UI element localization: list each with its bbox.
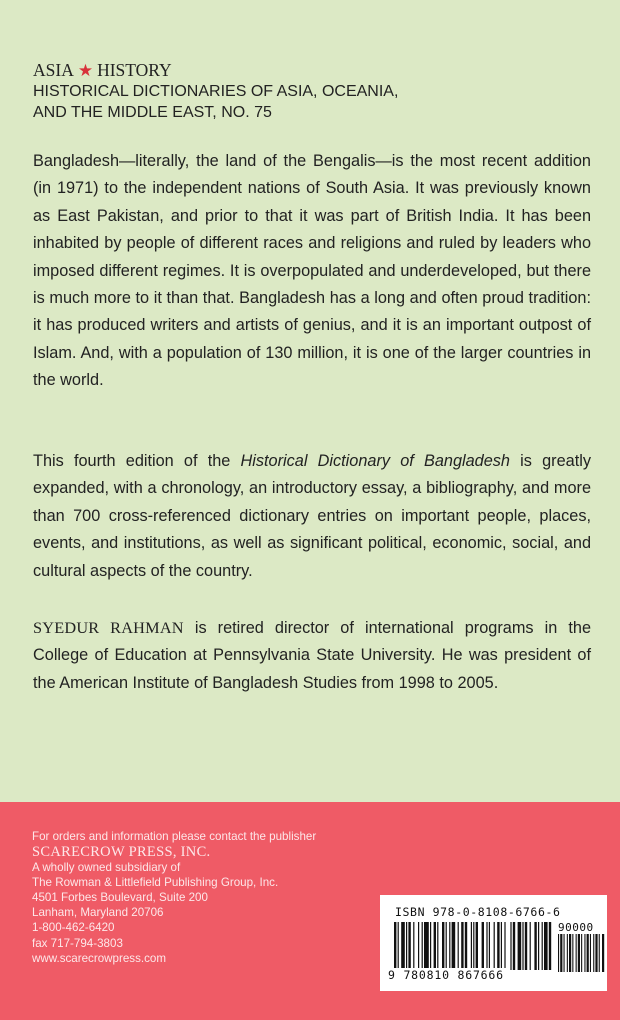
description-paragraph-2 xyxy=(33,448,591,585)
barcode-bar xyxy=(449,922,450,970)
book-title: Historical Dictionary of Bangladesh xyxy=(240,452,510,470)
series-label-history: HISTORY xyxy=(97,60,172,80)
address-line-2: Lanham, Maryland 20706 xyxy=(32,906,164,920)
barcode-bar xyxy=(549,922,551,970)
barcode-bar xyxy=(497,922,499,970)
barcode-bar xyxy=(542,922,543,970)
author-bio xyxy=(33,614,591,697)
star-icon: ★ xyxy=(77,61,94,80)
barcode-bar xyxy=(513,922,515,970)
author-name: SYEDUR RAHMAN xyxy=(33,618,184,637)
addon-barcode-bar xyxy=(595,934,597,972)
barcode-bar xyxy=(458,922,459,970)
barcode-bar xyxy=(473,922,474,970)
addon-barcode-bar xyxy=(560,934,562,972)
barcode-bar xyxy=(422,922,423,970)
addon-barcode-bar xyxy=(572,934,573,972)
barcode-bar xyxy=(504,922,505,970)
barcode-bar xyxy=(442,922,444,970)
barcode-bar xyxy=(394,922,396,970)
address-line-1: 4501 Forbes Boulevard, Suite 200 xyxy=(32,891,208,905)
series-title-line2: AND THE MIDDLE EAST, NO. 75 xyxy=(33,104,272,121)
barcode-bar xyxy=(476,922,478,970)
parent-company: The Rowman & Littlefield Publishing Group, Inc. xyxy=(32,876,279,890)
isbn-text: ISBN 978-0-8108-6766-6 xyxy=(395,905,561,919)
addon-barcode-bar xyxy=(587,934,589,972)
barcode-bar xyxy=(522,922,523,970)
barcode-bar xyxy=(461,922,463,970)
barcode-bar xyxy=(534,922,536,970)
contact-intro: For orders and information please contact the publisher xyxy=(32,830,317,843)
series-title-line1: HISTORICAL DICTIONARIES OF ASIA, OCEANIA, xyxy=(33,83,399,100)
addon-barcode-bar xyxy=(569,934,571,972)
barcode-bar xyxy=(452,922,456,970)
fax-number: fax 717-794-3803 xyxy=(32,936,123,950)
addon-barcode-bar xyxy=(558,934,559,972)
paragraph-2-body: is greatly expanded, with a chronology, an introductory essay, a bibliography, and more than 700 cross-referenced dictionary entries on important people, places, events, and institutions, as well as significant political, economic, social, and cultural aspects of the country. xyxy=(33,452,591,580)
barcode-bar xyxy=(530,922,531,970)
barcode-bar xyxy=(434,922,436,970)
barcode-bar xyxy=(413,922,414,970)
barcode-bar xyxy=(482,922,484,970)
series-label xyxy=(33,60,593,81)
addon-barcode-bar xyxy=(578,934,580,972)
addon-barcode-bar xyxy=(602,934,604,972)
barcode-bar xyxy=(398,922,399,970)
barcode-bar xyxy=(471,922,472,970)
author-bio-text: is retired director of international programs in the College of Education at Pennsylvania State University. He was president of the American Institute of Bangladesh Studies from 1998 to 2005. xyxy=(33,619,592,692)
phone-number: 1-800-462-6420 xyxy=(32,921,115,935)
series-label-asia: ASIA xyxy=(33,60,74,80)
addon-barcode-bar xyxy=(593,934,594,972)
barcode-bar xyxy=(437,922,438,970)
barcode-bar xyxy=(486,922,487,970)
description-paragraph-1: Bangladesh—literally, the land of the Bengalis—is the most recent addition (in 1971) to the independent nations of South Asia. It was previously known as East Pakistan, and prior to that it was part of British India. It has been inhabited by people of different races and religions and ruled by leaders who imposed different regimes. It is overpopulated and underdeveloped, but there is much more to it than that. Bangladesh has a long and often proud tradition: it has produced writers and artists of genius, and it is an important outpost of Islam. And, with a population of 130 million, it is one of the larger countries in the world. xyxy=(33,152,591,390)
price-code: 90000 xyxy=(558,921,594,934)
addon-barcode-bar xyxy=(576,934,577,972)
barcode-bar xyxy=(518,922,522,970)
barcode-bar xyxy=(446,922,447,970)
barcode-bar xyxy=(538,922,539,970)
website-link[interactable]: www.scarecrowpress.com xyxy=(32,951,167,965)
addon-barcode-bar xyxy=(581,934,582,972)
barcode-bar xyxy=(430,922,431,970)
addon-barcode-bar xyxy=(567,934,568,972)
barcode-bar xyxy=(406,922,407,970)
barcode-bar xyxy=(510,922,511,970)
addon-barcode-bar xyxy=(590,934,591,972)
barcode-bar xyxy=(408,922,410,970)
barcode-bar xyxy=(544,922,548,970)
barcode-bar xyxy=(494,922,495,970)
paragraph-2-intro: This fourth edition of the xyxy=(33,452,241,470)
publisher-name: SCARECROW PRESS, INC. xyxy=(32,844,211,861)
barcode-bar xyxy=(401,922,405,970)
barcode-bar xyxy=(525,922,527,970)
barcode-bar xyxy=(489,922,490,970)
barcode-bar xyxy=(418,922,419,970)
series-header xyxy=(33,60,593,123)
addon-barcode-bar xyxy=(584,934,585,972)
barcode-bar xyxy=(501,922,502,970)
addon-barcode-bar xyxy=(564,934,565,972)
publisher-contact xyxy=(32,829,372,966)
barcode-bar xyxy=(424,922,429,970)
subsidiary-note: A wholly owned subsidiary of xyxy=(32,861,181,875)
barcode-digits: 9 780810 867666 xyxy=(388,968,504,982)
addon-barcode-bar xyxy=(599,934,600,972)
barcode-bar xyxy=(465,922,467,970)
